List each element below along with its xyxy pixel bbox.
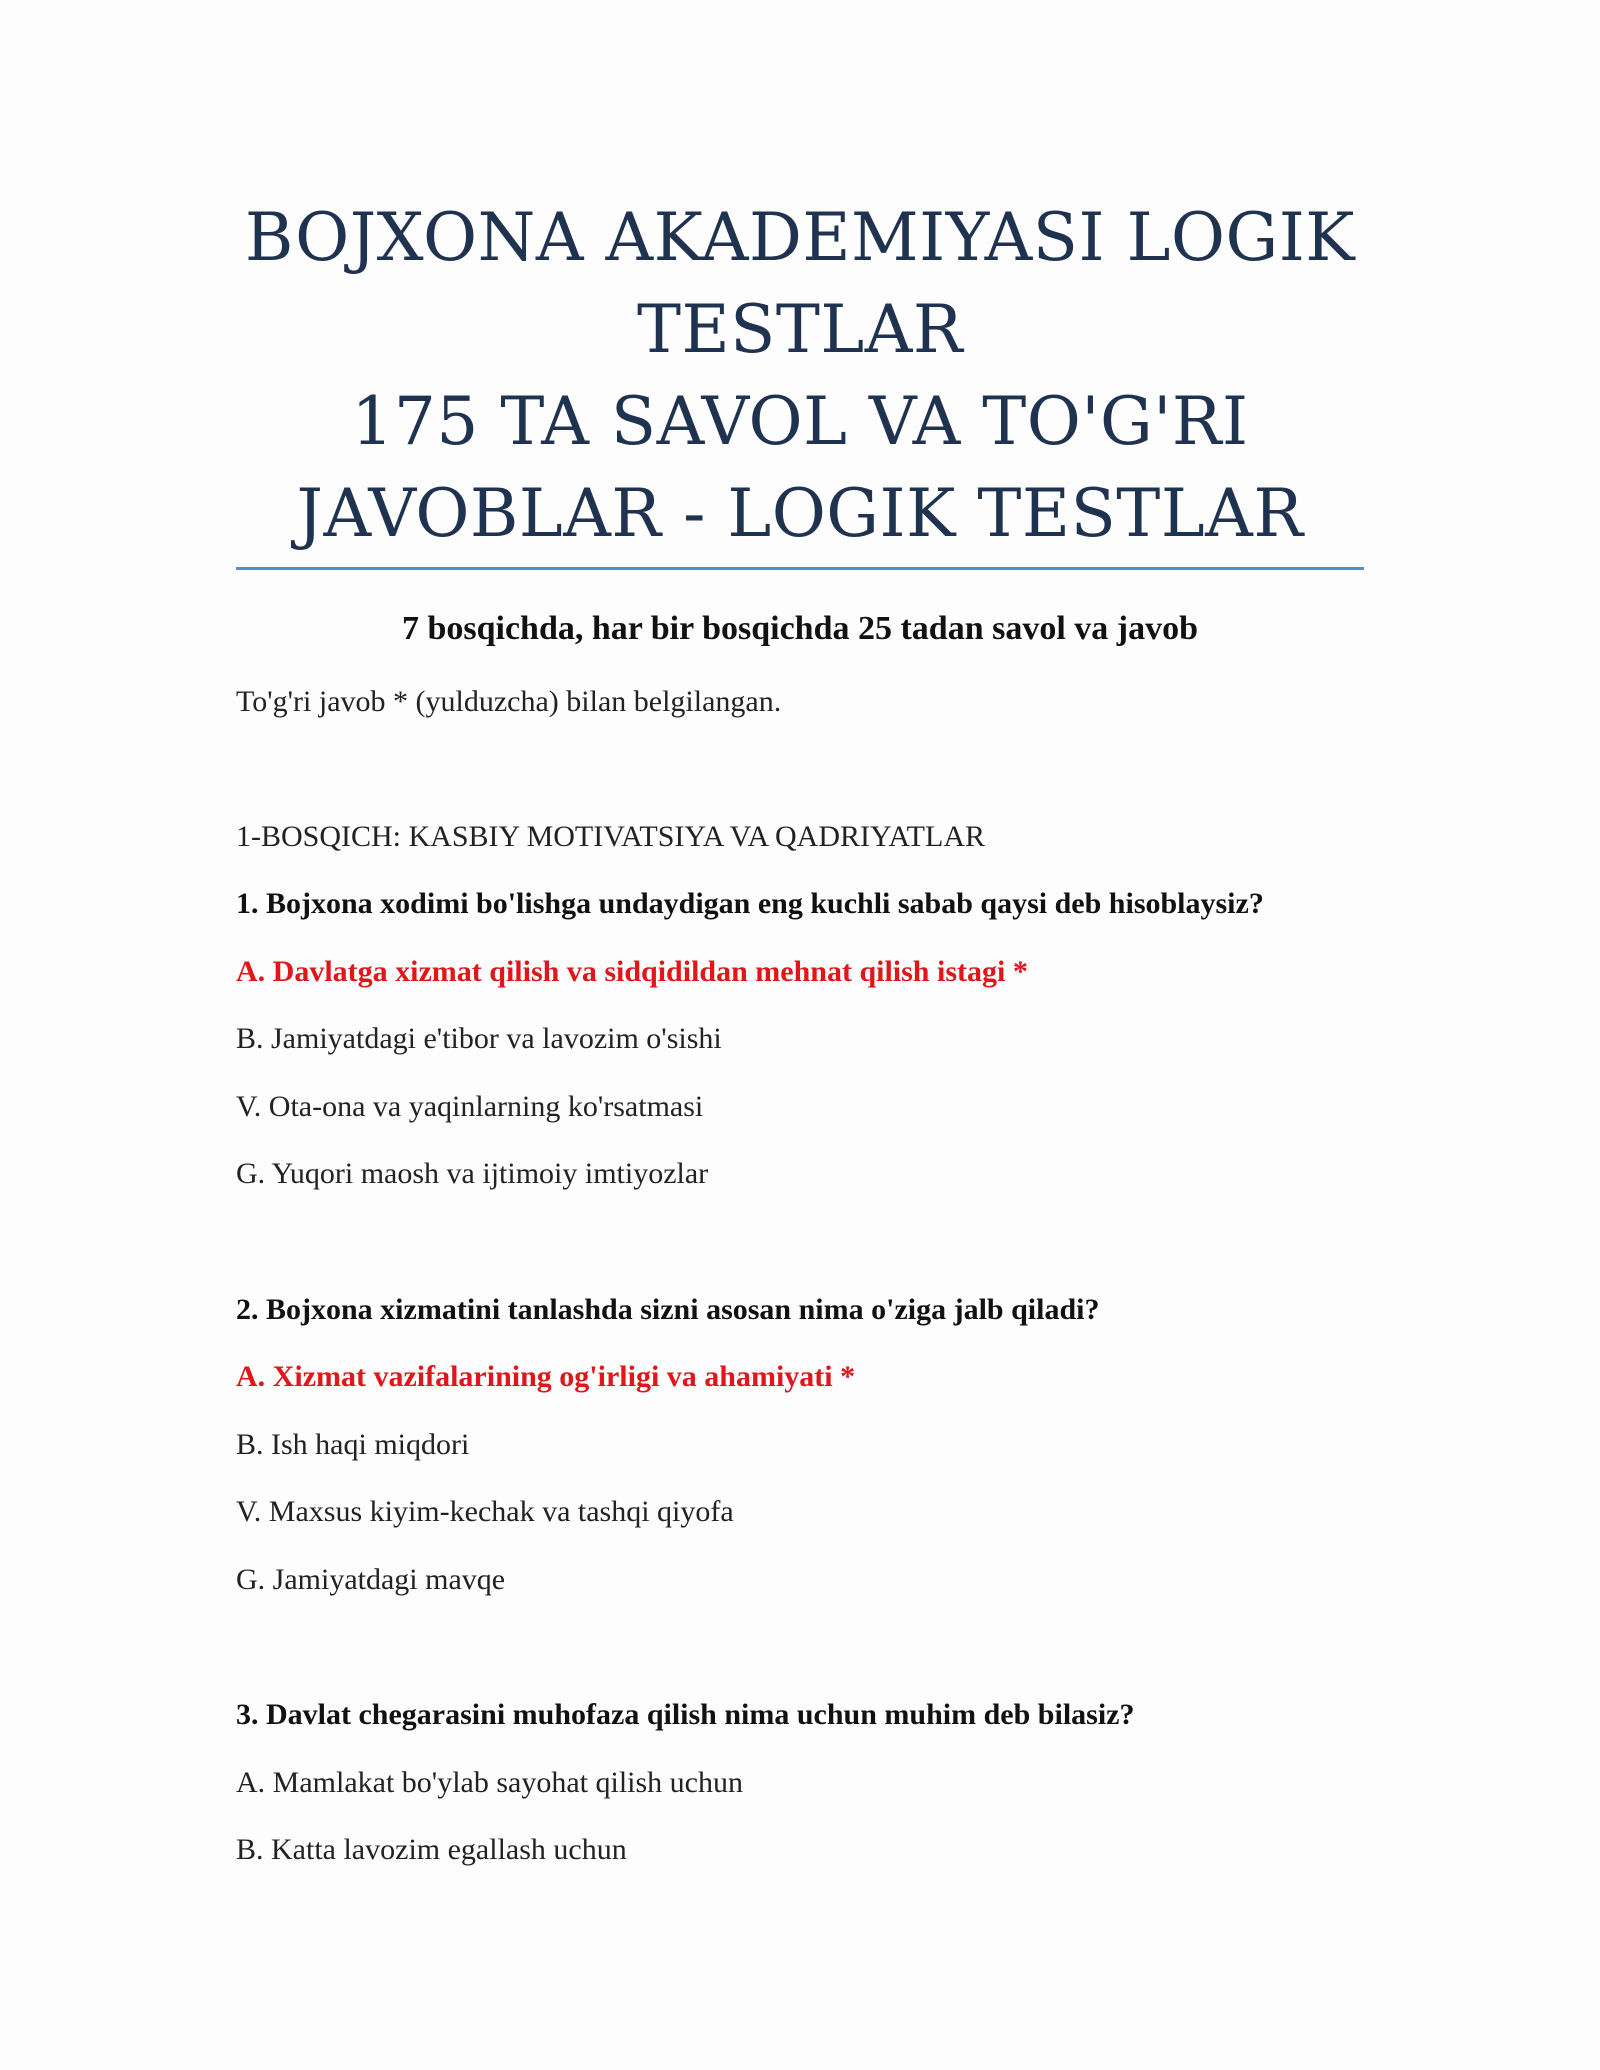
answer-key-note: To'g'ri javob * (yulduzcha) bilan belgilangan. (236, 685, 782, 718)
section-heading: 1-BOSQICH: KASBIY MOTIVATSIYA VA QADRIYATLAR (236, 820, 985, 853)
title-line-3: 175 TA SAVOL VA TO'G'RI (351, 383, 1249, 460)
question-2-option-b: B. Ish haqi miqdori (236, 1428, 470, 1461)
document-title (236, 192, 1364, 560)
question-2-option-a-correct: A. Xizmat vazifalarining og'irligi va ahamiyati * (236, 1360, 856, 1393)
question-1-option-g: G. Yuqori maosh va ijtimoiy imtiyozlar (236, 1157, 709, 1190)
title-line-2: TESTLAR (636, 291, 964, 368)
document-subtitle: 7 bosqichda, har bir bosqichda 25 tadan savol va javob (401, 610, 1199, 647)
question-3-option-b: B. Katta lavozim egallash uchun (236, 1833, 627, 1866)
question-2: 2. Bojxona xizmatini tanlashda sizni asosan nima o'ziga jalb qiladi? (236, 1293, 1100, 1326)
question-1: 1. Bojxona xodimi bo'lishga undaydigan eng kuchli sabab qaysi deb hisoblaysiz? (236, 887, 1264, 920)
question-2-option-v: V. Maxsus kiyim-kechak va tashqi qiyofa (236, 1495, 734, 1528)
title-line-4: JAVOBLAR - LOGIK TESTLAR (296, 475, 1304, 552)
question-1-option-b: B. Jamiyatdagi e'tibor va lavozim o'sishi (236, 1022, 722, 1055)
question-3: 3. Davlat chegarasini muhofaza qilish nima uchun muhim deb bilasiz? (236, 1698, 1135, 1731)
question-1-option-v: V. Ota-ona va yaqinlarning ko'rsatmasi (236, 1090, 704, 1123)
title-line-1: BOJXONA AKADEMIYASI LOGIK (244, 199, 1356, 276)
question-1-option-a-correct: A. Davlatga xizmat qilish va sidqidildan mehnat qilish istagi * (236, 955, 1028, 988)
question-3-option-a: A. Mamlakat bo'ylab sayohat qilish uchun (236, 1766, 743, 1799)
question-2-option-g: G. Jamiyatdagi mavqe (236, 1563, 506, 1596)
title-divider (236, 567, 1364, 570)
